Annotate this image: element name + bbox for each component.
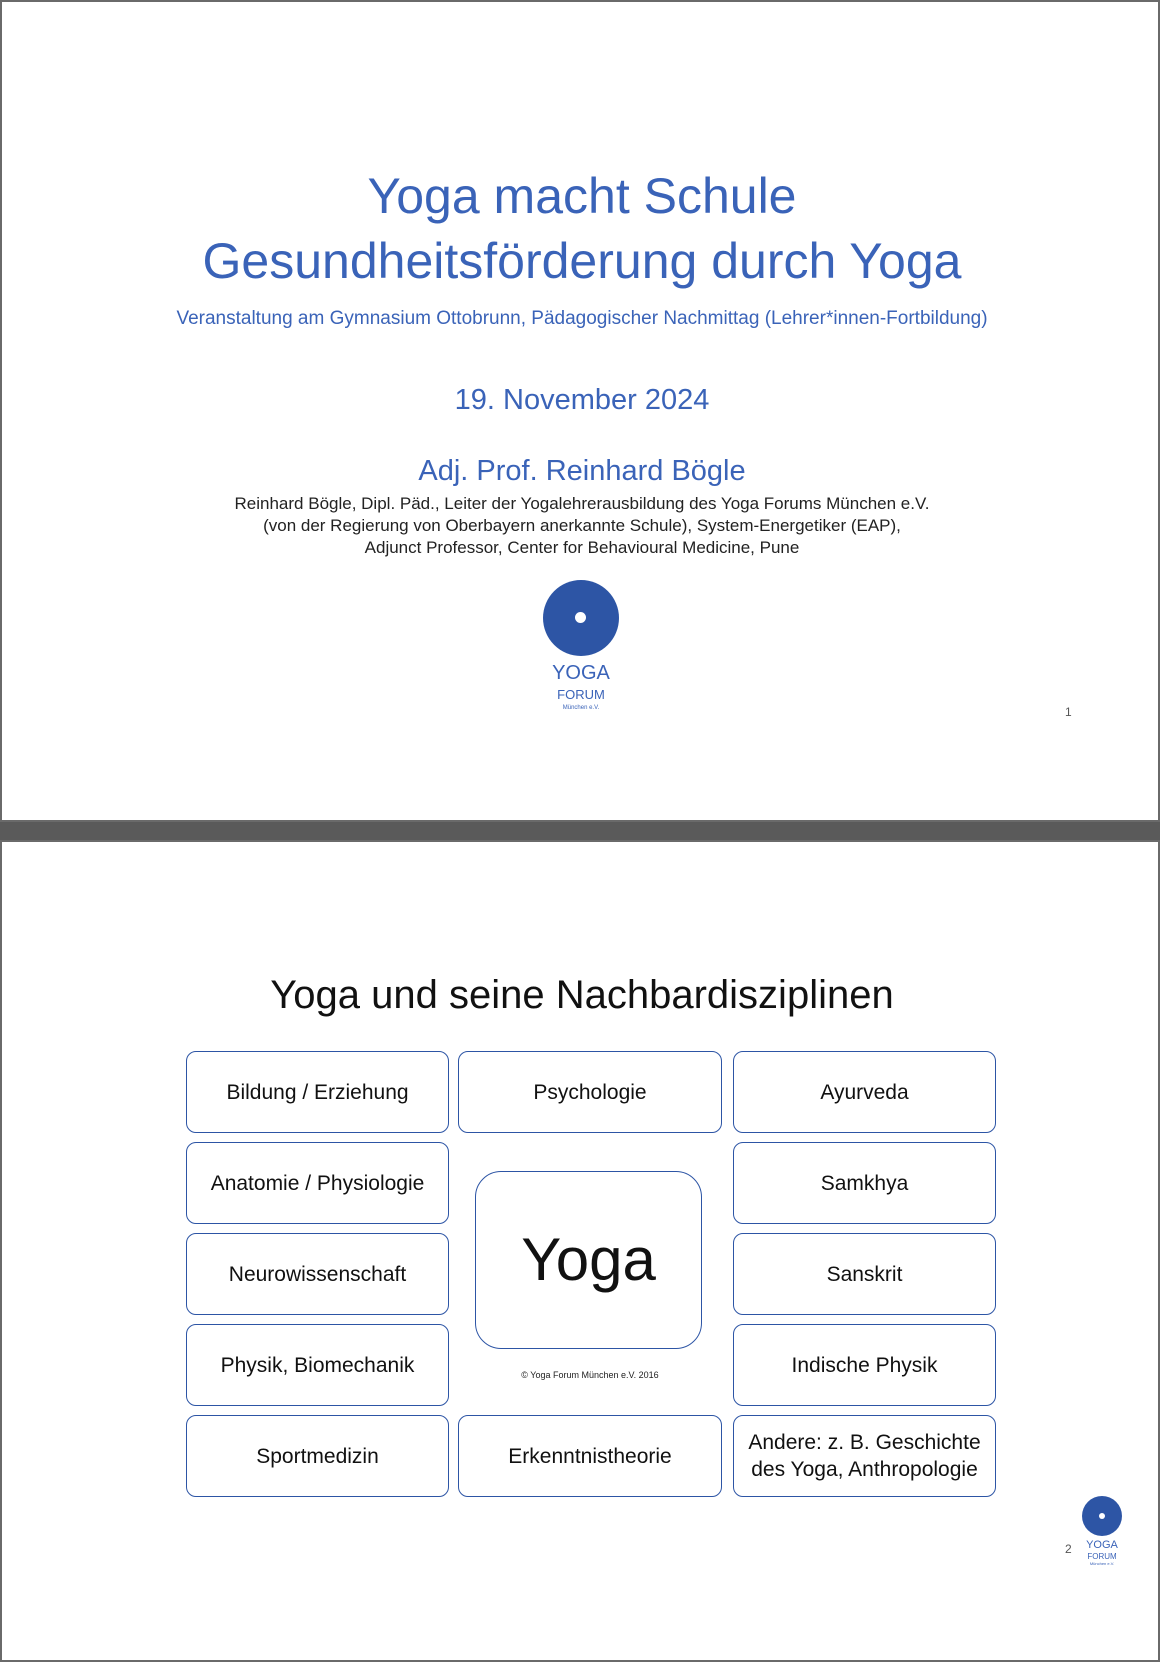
- logo-dot-icon: [1099, 1513, 1105, 1519]
- logo-text-yoga: YOGA: [1086, 1539, 1118, 1551]
- logo-text-forum: FORUM: [1087, 1552, 1117, 1561]
- box-ayurveda: Ayurveda: [733, 1051, 996, 1133]
- bio-line: Reinhard Bögle, Dipl. Päd., Leiter der Yogalehrerausbildung des Yoga Forums München e.V.: [234, 494, 930, 513]
- box-psychologie: Psychologie: [458, 1051, 722, 1133]
- bio-line: (von der Regierung von Oberbayern anerkannte Schule), System-Energetiker (EAP),: [263, 516, 901, 535]
- box-neurowissenschaft: Neurowissenschaft: [186, 1233, 449, 1315]
- author-bio: [2, 493, 1160, 559]
- title-line-2: Gesundheitsförderung durch Yoga: [202, 233, 962, 289]
- author-name: Adj. Prof. Reinhard Bögle: [418, 455, 746, 487]
- box-erkenntnistheorie: Erkenntnistheorie: [458, 1415, 722, 1497]
- date: 19. November 2024: [454, 384, 710, 416]
- box-physik: Physik, Biomechanik: [186, 1324, 449, 1406]
- box-anatomie: Anatomie / Physiologie: [186, 1142, 449, 1224]
- bio-line: Adjunct Professor, Center for Behavioural Medicine, Pune: [364, 538, 800, 557]
- box-bildung: Bildung / Erziehung: [186, 1051, 449, 1133]
- subtitle: Veranstaltung am Gymnasium Ottobrunn, Pädagogischer Nachmittag (Lehrer*innen-Fortbildung): [176, 308, 988, 329]
- slide-1: [0, 0, 1160, 822]
- logo-text-city: München e.V.: [562, 705, 600, 711]
- page-number: 1: [1065, 705, 1072, 719]
- logo-text-yoga: YOGA: [552, 662, 610, 684]
- title-line-1: Yoga macht Schule: [367, 168, 797, 224]
- box-andere: Andere: z. B. Geschichte des Yoga, Anthropologie: [733, 1415, 996, 1497]
- center-yoga-box: Yoga: [475, 1171, 702, 1349]
- box-sanskrit: Sanskrit: [733, 1233, 996, 1315]
- box-sportmedizin: Sportmedizin: [186, 1415, 449, 1497]
- logo-text-city: München e.V.: [1089, 1561, 1115, 1566]
- copyright-notice: © Yoga Forum München e.V. 2016: [521, 1370, 659, 1380]
- page-number: 2: [1065, 1542, 1072, 1556]
- box-samkhya: Samkhya: [733, 1142, 996, 1224]
- slide-heading: Yoga und seine Nachbardisziplinen: [270, 973, 894, 1017]
- slide-2: [0, 840, 1160, 1662]
- box-indische-physik: Indische Physik: [733, 1324, 996, 1406]
- logo-text-forum: FORUM: [557, 687, 605, 702]
- logo-dot-icon: [575, 612, 586, 623]
